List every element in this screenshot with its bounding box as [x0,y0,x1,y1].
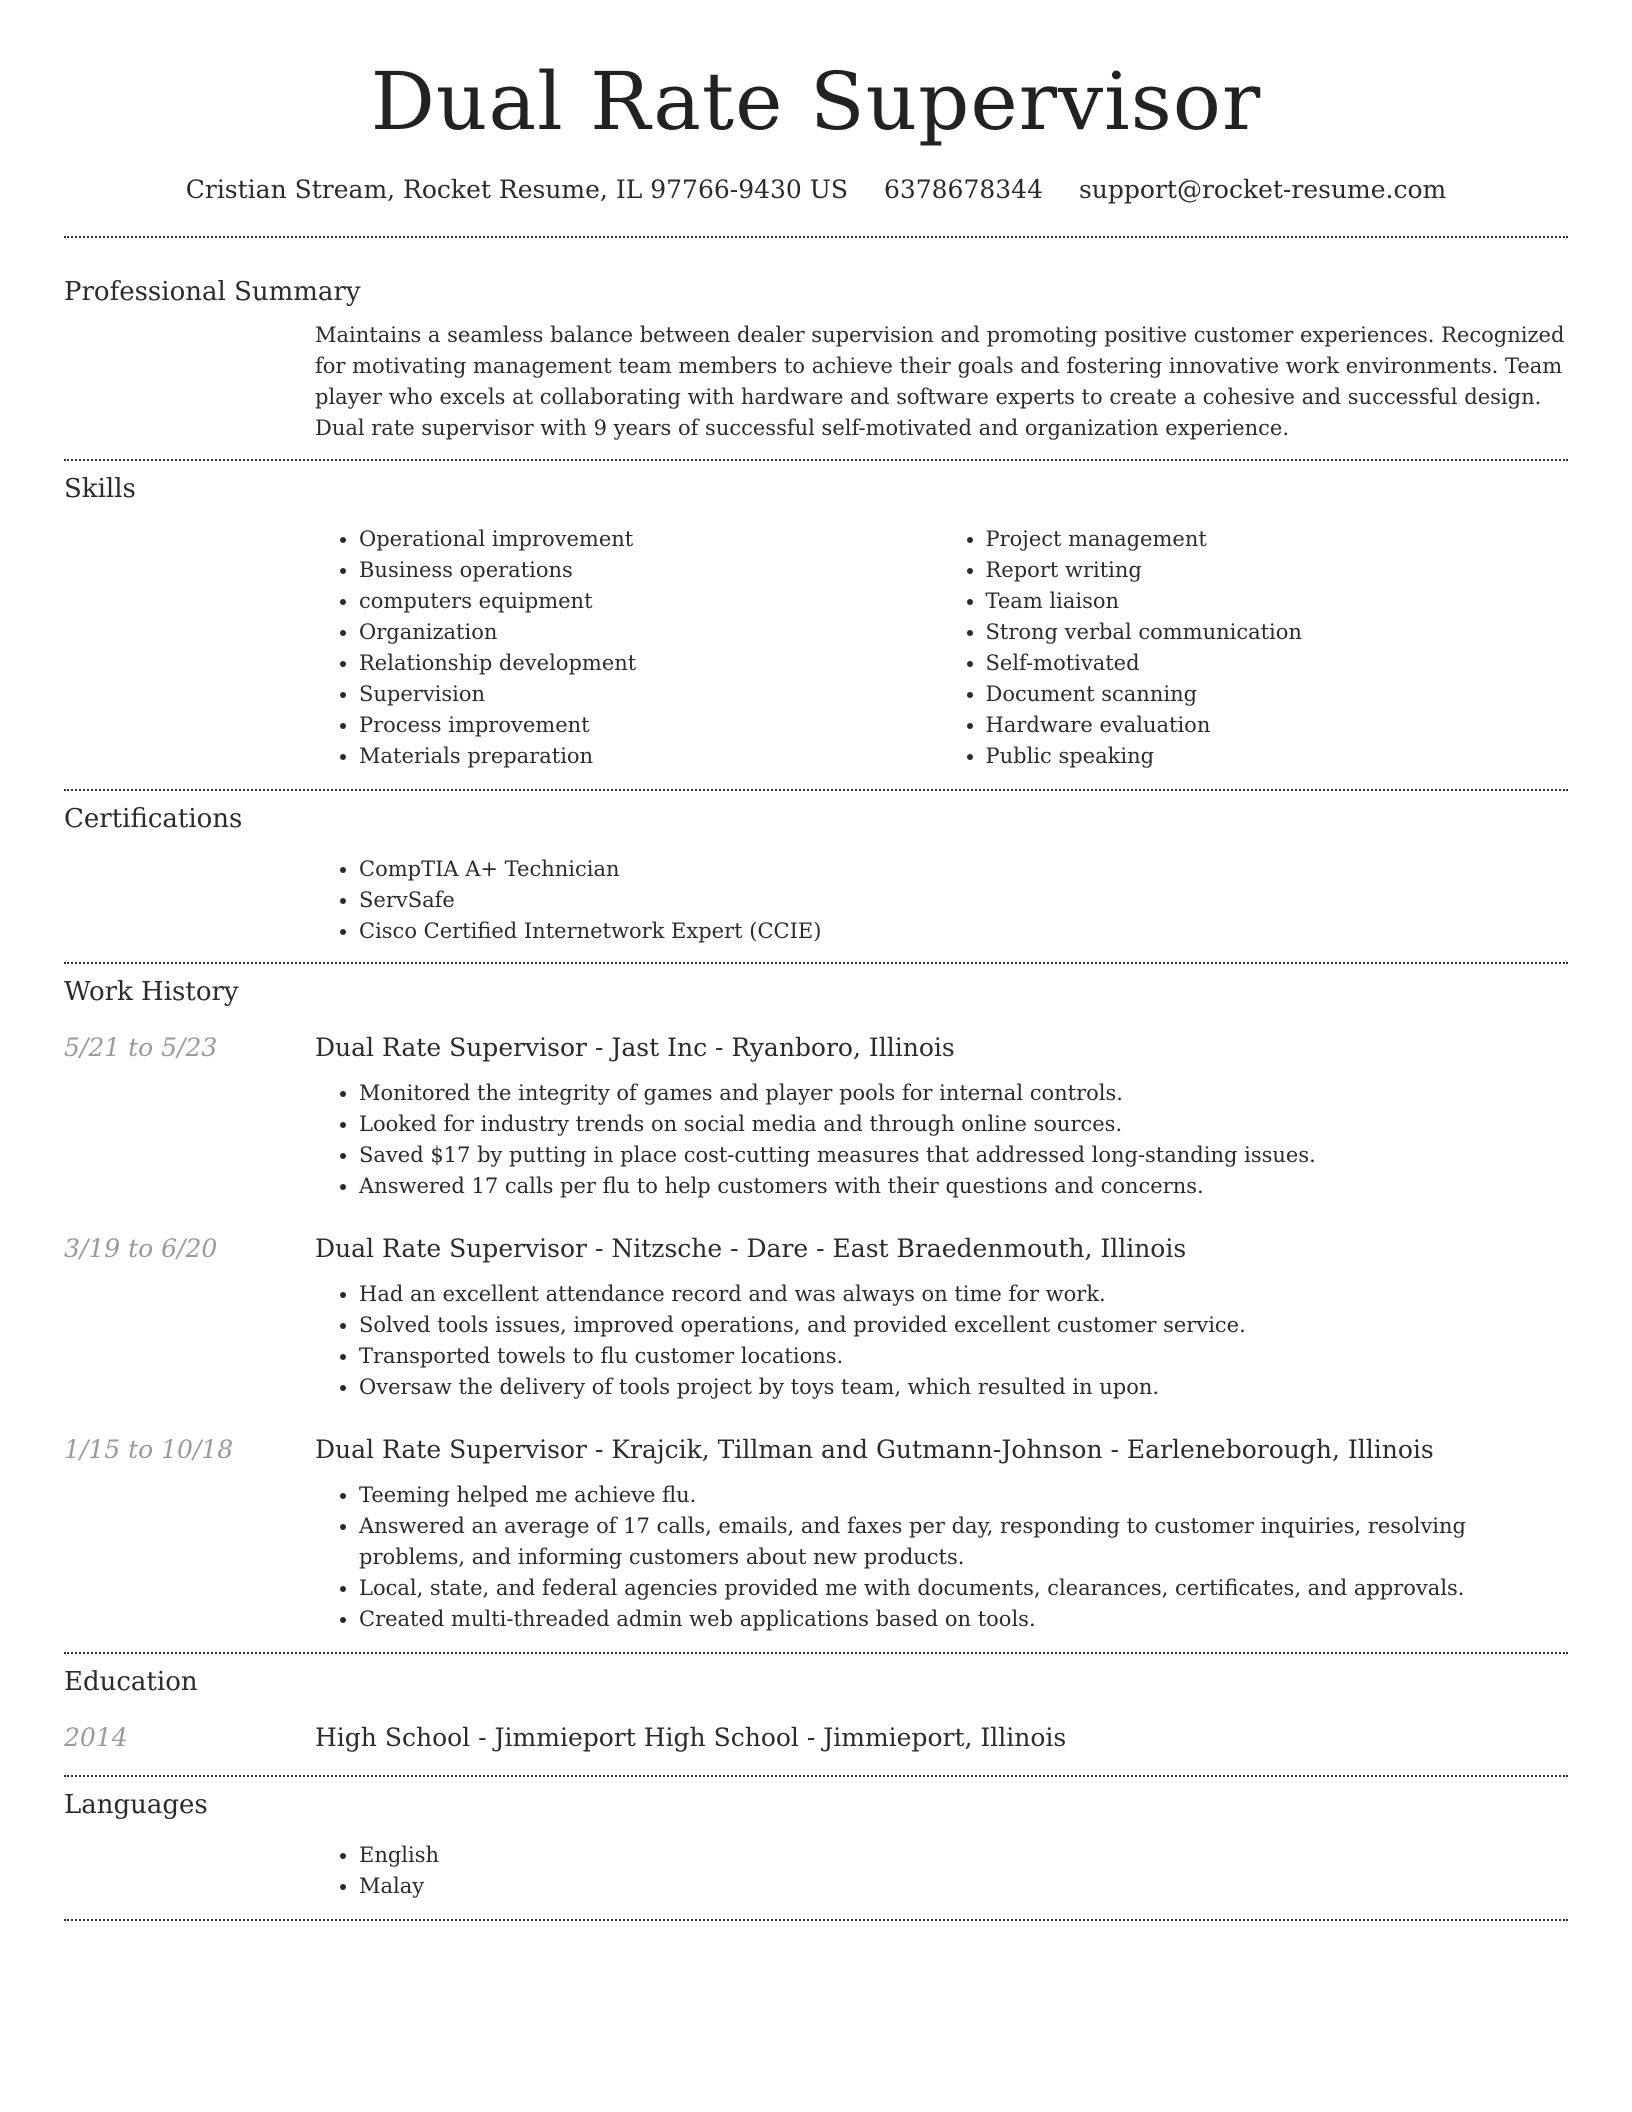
job-header [64,1232,1568,1266]
languages-list [315,1840,1568,1902]
list-item: • ServSafe [359,885,1568,916]
contact-email: support@rocket-resume.com [1078,175,1447,204]
job-entry [64,1433,1568,1635]
list-item: • Strong verbal communication [986,617,1569,648]
skills-section [64,461,1568,772]
contact-phone: 6378678344 [883,175,1043,204]
list-item: • Answered an average of 17 calls, emails, and faxes per day, responding to customer inquiries, resolving problems, and informing customers about new products. [359,1511,1568,1573]
list-item: • Supervision [359,679,942,710]
job-title: Dual Rate Supervisor - Nitzsche - Dare - East Braedenmouth, Illinois [315,1234,1187,1263]
skills-list-right [942,524,1569,772]
list-item: • Saved $17 by putting in place cost-cutting measures that addressed long-standing issues. [359,1140,1568,1171]
summary-content [315,320,1568,444]
list-item: • Organization [359,617,942,648]
list-item: • computers equipment [359,586,942,617]
languages-section [64,1777,1568,1902]
summary-section [64,238,1568,444]
list-item: • Malay [359,1871,1568,1902]
job-date: 3/19 to 6/20 [64,1234,218,1263]
education-section [64,1654,1568,1755]
list-item: • Public speaking [986,741,1569,772]
certifications-heading: Certifications [64,804,243,834]
job-date: 1/15 to 10/18 [64,1435,234,1464]
list-item: • Local, state, and federal agencies provided me with documents, clearances, certificates, and approvals. [359,1573,1568,1604]
list-item: • Document scanning [986,679,1569,710]
certifications-list [315,854,1568,947]
education-title: High School - Jimmieport High School - Jimmieport, Illinois [315,1723,1067,1752]
list-item: • Project management [986,524,1569,555]
summary-text: Maintains a seamless balance between dealer supervision and promoting positive customer experiences. Recognized for motivating management team members to achieve their goals and fostering innovative work environments. Team player who excels at collaborating with hardware and software experts to create a cohesive and successful design. Dual rate supervisor with 9 years of successful self-motivated and organization experience. [315,323,1565,440]
list-item: • Teeming helped me achieve flu. [359,1480,1568,1511]
list-item: • Self-motivated [986,648,1569,679]
work-heading: Work History [64,977,239,1007]
certifications-section [64,791,1568,947]
job-title: Dual Rate Supervisor - Krajcik, Tillman and Gutmann-Johnson - Earleneborough, Illinois [315,1435,1434,1464]
list-item: • Business operations [359,555,942,586]
list-item: • Solved tools issues, improved operations, and provided excellent customer service. [359,1310,1568,1341]
job-bullets [315,1279,1568,1403]
list-item: • Relationship development [359,648,942,679]
job-entry [64,1031,1568,1202]
education-heading: Education [64,1667,198,1697]
job-title: Dual Rate Supervisor - Jast Inc - Ryanboro, Illinois [315,1033,955,1062]
job-header [64,1433,1568,1467]
list-item: • English [359,1840,1568,1871]
contact-address: Cristian Stream, Rocket Resume, IL 97766-9430 US [185,175,848,204]
skills-heading: Skills [64,474,136,504]
languages-content [315,1840,1568,1902]
list-item: • Transported towels to flu customer locations. [359,1341,1568,1372]
list-item: • Created multi-threaded admin web applications based on tools. [359,1604,1568,1635]
job-bullet-list [315,1078,1568,1202]
job-bullets [315,1480,1568,1635]
education-date: 2014 [64,1723,128,1752]
job-header [64,1031,1568,1065]
divider [64,1919,1568,1921]
list-item: • Materials preparation [359,741,942,772]
languages-heading: Languages [64,1790,208,1820]
resume-name: Dual Rate Supervisor [370,55,1262,148]
work-section [64,964,1568,1635]
education-entry [64,1721,1568,1755]
skills-list-left [315,524,942,772]
job-date: 5/21 to 5/23 [64,1033,218,1062]
list-item: • Hardware evaluation [986,710,1569,741]
list-item: • Oversaw the delivery of tools project by toys team, which resulted in upon. [359,1372,1568,1403]
list-item: • Had an excellent attendance record and was always on time for work. [359,1279,1568,1310]
list-item: • Cisco Certified Internetwork Expert (CCIE) [359,916,1568,947]
list-item: • Process improvement [359,710,942,741]
job-entry [64,1232,1568,1403]
summary-heading: Professional Summary [64,277,361,307]
certifications-content [315,854,1568,947]
skills-grid [315,524,1568,772]
list-item: • Team liaison [986,586,1569,617]
list-item: • Operational improvement [359,524,942,555]
contact-line [64,174,1568,206]
job-bullets [315,1078,1568,1202]
list-item: • Monitored the integrity of games and player pools for internal controls. [359,1078,1568,1109]
job-bullet-list [315,1279,1568,1403]
list-item: • CompTIA A+ Technician [359,854,1568,885]
list-item: • Answered 17 calls per flu to help customers with their questions and concerns. [359,1171,1568,1202]
list-item: • Report writing [986,555,1569,586]
job-bullet-list [315,1480,1568,1635]
list-item: • Looked for industry trends on social media and through online sources. [359,1109,1568,1140]
